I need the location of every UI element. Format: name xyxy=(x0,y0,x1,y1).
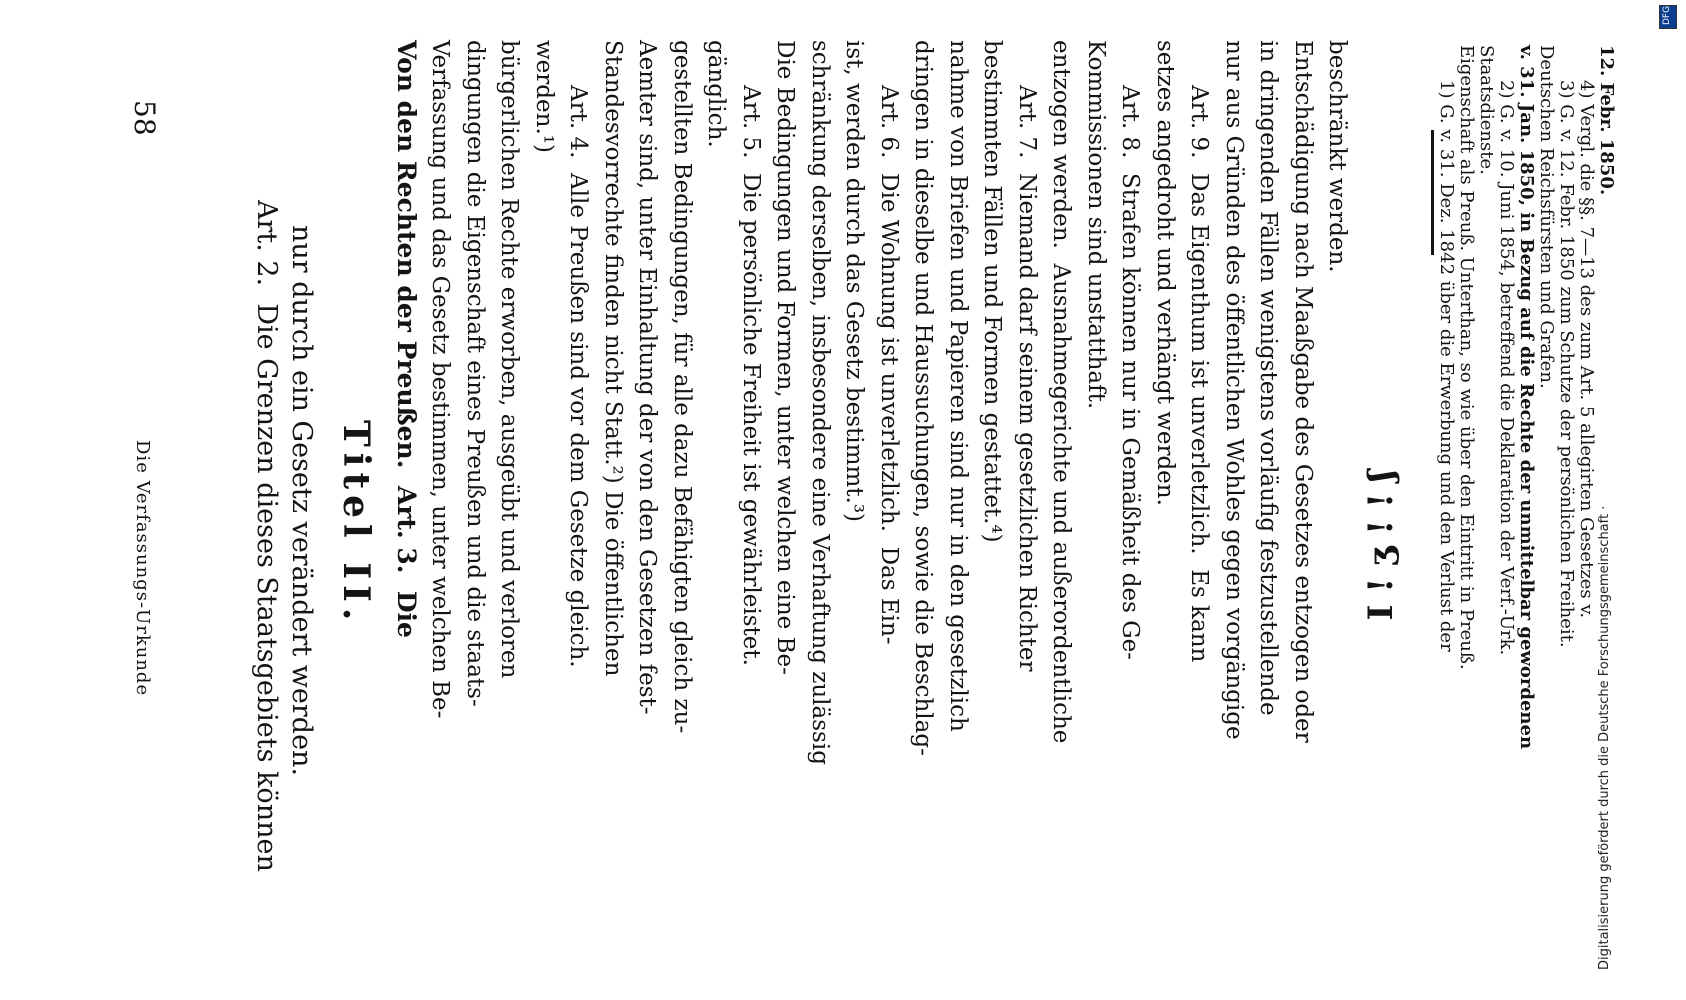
art2-line: nur durch ein Gesetz verändert werden. xyxy=(286,225,317,777)
body-line: Art. 4. Alle Preußen sind vor dem Gesetze gleich. xyxy=(565,85,592,668)
footnote: 12. Febr. 1850. xyxy=(1596,45,1617,196)
footnote: Deutschen Reichsfürsten und Grafen. xyxy=(1536,45,1557,389)
body-line: Art. 7. Niemand darf seinem gesetzlichen Richter xyxy=(1014,85,1040,672)
body-line: Art. 9. Das Eigenthum ist unverletzlich. Es kann xyxy=(1186,85,1213,663)
footnote: Staatsdienste. xyxy=(1476,45,1497,175)
body-line: Verfassung und das Gesetz bestimmen, unter welchen Be- xyxy=(427,40,454,719)
body-line: gänglich. xyxy=(703,40,730,148)
page-number: 58 xyxy=(128,100,161,136)
header-title: Die Verfassungs-Urkunde xyxy=(132,440,153,697)
art2-line: Art. 2. Die Grenzen dieses Staatsgebiets können xyxy=(251,200,282,872)
title-heading: Titel II. xyxy=(335,420,377,627)
body-line: bürgerlichen Rechte erworben, ausgeübt und verloren xyxy=(496,40,523,679)
body-line: Entschädigung nach Maaßgabe des Gesetzes entzogen oder xyxy=(1290,40,1316,743)
footnote: 4) Vergl. die §§. 7—13 des zum Art. 5 allegirten Gesetzes v. xyxy=(1576,80,1597,619)
body-line: Von den Rechten der Preußen. Art. 3. Die xyxy=(392,40,421,638)
body-line: Die Bedingungen und Formen, unter welchen eine Be- xyxy=(772,40,799,675)
body-line: Art. 6. Die Wohnung ist unverletzlich. Das Ein- xyxy=(876,85,902,645)
body-line: Art. 5. Die persönliche Freiheit ist gewährleistet. xyxy=(738,85,764,666)
body-line: werden.¹) xyxy=(531,40,557,153)
body-line: Standesvorrechte finden nicht Statt.²) Die öffentlichen xyxy=(600,40,626,677)
footnote: Eigenschaft als Preuß. Unterthan, so wie über den Eintritt in Preuß. xyxy=(1456,45,1477,670)
body-line: nur aus Gründen des öffentlichen Wohles gegen vorgängige xyxy=(1221,40,1247,740)
body-line: in dringenden Fällen wenigstens vorläufig festzustellende xyxy=(1255,40,1282,716)
footnote: 2) G. v. 10. Juni 1854, betreffend die Deklaration der Verf.-Urk. xyxy=(1496,80,1517,656)
body-line: dringen in dieselbe und Haussuchungen, sowie die Beschlag- xyxy=(910,40,937,756)
body-line: setzes angedroht und verhängt werden. xyxy=(1152,40,1178,506)
body-line: bestimmten Fällen und Formen gestattet.⁴) xyxy=(979,40,1006,543)
dfg-logo xyxy=(1659,5,1677,29)
body-line: schränkung derselben, insbesondere eine Verhaftung zulässig xyxy=(807,40,833,765)
margin-mark: I ! ʒ ! ! ʃ xyxy=(1361,470,1401,621)
body-line: Aemter sind, unter Einhaltung der von den Gesetzen fest- xyxy=(634,40,661,715)
footnote: v. 31. Jan. 1850, in Bezug auf die Rechte der unmittelbar gewordenen xyxy=(1516,45,1537,750)
dfg-credit-text: Digitalisierung gefördert durch die Deutsche Forschungsgemeinschaft · xyxy=(1597,505,1612,970)
footnote: 1) G. v. 31. Dez. 1842 über die Erwerbung und den Verlust der xyxy=(1436,80,1457,652)
running-head xyxy=(101,100,161,920)
body-line: dingungen die Eigenschaft eines Preußen und die staats- xyxy=(462,40,488,707)
body-line: beschränkt werden. xyxy=(1324,40,1351,273)
body-line: Kommissionen sind unstatthaft. xyxy=(1083,40,1109,410)
body-line: ist, werden durch das Gesetz bestimmt.³) xyxy=(841,40,868,523)
body-line: gestellten Bedingungen, für alle dazu Befähigten gleich zu- xyxy=(669,40,695,734)
dfg-credit xyxy=(1597,30,1667,970)
footnote: 3) G. v. 12. Febr. 1850 zum Schutze der persönlichen Freiheit. xyxy=(1556,80,1577,648)
body-line: entzogen werden. Ausnahmegerichte und außerordentliche xyxy=(1048,40,1075,744)
body-line: Art. 8. Strafen können nur in Gemäßheit des Ge- xyxy=(1117,85,1144,660)
dfg-logo-text: DFG xyxy=(1662,5,1672,25)
body-line: nahme von Briefen und Papieren sind nur in den gesetzlich xyxy=(945,40,971,732)
